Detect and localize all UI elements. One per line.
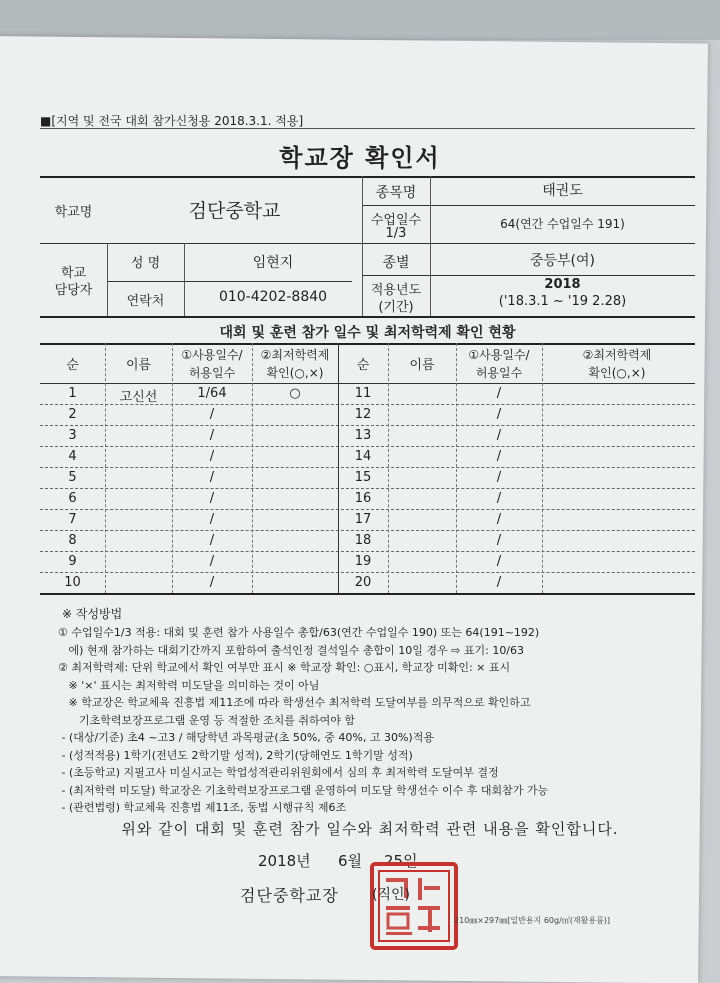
name-value: 임현지 [252, 255, 294, 271]
divider [252, 343, 253, 593]
row-days: / [209, 533, 215, 548]
teacher-label: 학교 [60, 266, 87, 281]
instruction-line: - (관련법령) 학교체육 진흥법 제11조, 동법 시행규칙 제6조 [58, 801, 347, 814]
row-days: / [209, 575, 215, 590]
row-num: 3 [68, 428, 77, 443]
col-days-header: ①사용일수/ [181, 348, 243, 362]
row-divider [40, 467, 695, 468]
row-days-right: / [496, 470, 502, 485]
row-days: 1/64 [197, 386, 227, 401]
row-days-right: / [496, 449, 502, 464]
col-days-header-right-2: 허용일수 [475, 366, 523, 380]
divider [40, 383, 695, 384]
row-days-right: / [496, 575, 502, 590]
divider [362, 275, 695, 276]
row-days: / [209, 428, 215, 443]
col-check-header-right: ②최저학력제 [582, 348, 652, 362]
days-label: 수업일수 [370, 213, 422, 228]
row-days-right: / [496, 386, 502, 401]
date-month: 6월 [338, 852, 363, 870]
confirm-text: 위와 같이 대회 및 훈련 참가 일수와 최저학력 관련 내용을 확인합니다. [121, 820, 619, 838]
paper-spec: 210㎜×297㎜[일반용지 60g/㎡(재활용품)] [454, 916, 611, 925]
row-num-right: 13 [354, 428, 372, 443]
row-days: / [209, 554, 215, 569]
instruction-line: - (최저학력 미도달) 학교장은 기초학력보장프로그램 운영하여 미도달 학생선수 이수 후 대회참가 가능 [58, 783, 549, 797]
contact-label: 연락처 [126, 294, 165, 309]
row-divider [40, 404, 695, 405]
row-num-right: 16 [354, 491, 372, 506]
col-num-header: 순 [66, 358, 79, 373]
instruction-line: - (대상/기준) 초4 ~고3 / 해당학년 과목평균(초 50%, 중 40%, 고 30%)적용 [58, 731, 434, 744]
teacher-label-2: 담당자 [54, 283, 93, 298]
row-divider [40, 446, 695, 447]
contact-value: 010-4202-8840 [218, 289, 328, 305]
col-check-header-2: 확인(○,×) [266, 366, 324, 380]
row-num-right: 12 [354, 407, 372, 422]
event-label: 종목명 [375, 185, 417, 201]
row-days-right: / [496, 491, 502, 506]
category-value: 중등부(여) [529, 253, 596, 269]
instruction-line: ② 최저학력제: 단위 학교에서 확인 여부만 표시 ※ 학교장 확인: ○표시, 학교장 미확인: × 표시 [58, 661, 511, 674]
instruction-line: - (성적적용) 1학기(전년도 2학기말 성적), 2학기(당해연도 1학기말 성적) [58, 748, 413, 762]
page-title: 학교장 확인서 [279, 144, 441, 172]
row-divider [40, 488, 695, 489]
instruction-line: 기초학력보장프로그램 운영 등 적절한 조치를 취하여야 함 [58, 713, 355, 727]
row-num: 5 [68, 470, 77, 485]
school-label: 학교명 [54, 205, 93, 220]
instruction-line: 에) 현재 참가하는 대회기간까지 포함하여 출석인정 결석일수 총합이 10일 경우 ⇨ 표기: 10/63 [58, 643, 525, 657]
table-border-bottom [40, 593, 695, 595]
divider [172, 343, 173, 593]
event-value: 태권도 [542, 183, 583, 199]
row-num-right: 19 [354, 554, 372, 569]
name-label: 성 명 [130, 256, 161, 271]
divider [40, 343, 695, 345]
row-divider [40, 509, 695, 510]
row-name: 고신선 [119, 390, 158, 405]
row-num: 8 [68, 533, 77, 548]
sign-label: (직인) [372, 887, 410, 903]
col-name-header-right: 이름 [409, 358, 435, 373]
col-days-header-2: 허용일수 [188, 366, 236, 380]
table-border-top [40, 176, 695, 178]
row-check: ○ [289, 386, 301, 401]
row-days-right: / [496, 533, 502, 548]
divider [105, 343, 106, 593]
row-days-right: / [496, 428, 502, 443]
principal-name: 검단중학교장 [240, 886, 339, 905]
year-value: 2018 [544, 277, 581, 292]
row-days: / [209, 407, 215, 422]
col-check-header-right-2: 확인(○,×) [588, 366, 646, 380]
divider [388, 343, 389, 593]
header-note: ■[지역 및 전국 대회 참가신청용 2018.3.1. 적용] [40, 114, 304, 128]
divider [456, 343, 457, 593]
divider [40, 316, 695, 318]
col-days-header-right: ①사용일수/ [468, 348, 530, 362]
date-day: 25일 [384, 852, 418, 870]
days-value: 64(연간 수업일수 191) [500, 217, 625, 231]
instruction-line: ※ 학교장은 학교체육 진흥법 제11조에 따라 학생선수 최저학력 도달여부를 의무적으로 확인하고 [58, 696, 531, 709]
row-num-right: 17 [354, 512, 372, 527]
row-divider [40, 551, 695, 552]
category-label: 종별 [382, 255, 410, 271]
school-value: 검단중학교 [188, 200, 281, 222]
row-num: 10 [64, 575, 81, 590]
row-num: 1 [68, 386, 77, 401]
row-num: 7 [68, 512, 77, 527]
row-days-right: / [496, 512, 502, 527]
section-title: 대회 및 훈련 참가 일수 및 최저학력제 확인 현황 [219, 325, 516, 341]
divider [40, 243, 695, 244]
divider [338, 343, 339, 593]
divider [40, 128, 695, 129]
row-days-right: / [496, 554, 502, 569]
col-name-header: 이름 [125, 358, 152, 373]
divider [362, 205, 695, 206]
row-divider [40, 425, 695, 426]
instruction-line: ① 수업일수1/3 적용: 대회 및 훈련 참가 사용일수 총합/63(연간 수업일수 190) 또는 64(191~192) [58, 626, 540, 639]
instruction-line: - (초등학교) 지필고사 미실시교는 학업성적관리위원회에서 심의 후 최저학력 도달여부 결정 [58, 766, 499, 779]
row-num-right: 11 [354, 386, 372, 401]
row-days: / [209, 512, 215, 527]
row-num: 4 [68, 449, 77, 464]
row-days: / [209, 449, 215, 464]
row-num: 9 [68, 554, 77, 569]
days-label-fraction: 1/3 [385, 226, 407, 241]
instructions-heading: ※ 작성방법 [62, 607, 123, 621]
row-num: 2 [68, 407, 77, 422]
date-year: 2018년 [258, 852, 311, 870]
col-num-header-right: 순 [356, 358, 370, 373]
col-check-header: ②최저학력제 [260, 348, 330, 362]
row-days: / [209, 491, 215, 506]
divider [107, 281, 352, 282]
row-days: / [209, 470, 215, 485]
row-days-right: / [496, 407, 502, 422]
row-num-right: 18 [354, 533, 372, 548]
year-label-2: (기간) [378, 300, 414, 315]
divider [542, 343, 543, 593]
row-num: 6 [68, 491, 77, 506]
row-num-right: 15 [354, 470, 372, 485]
year-label: 적용년도 [370, 283, 422, 298]
row-num-right: 20 [354, 575, 372, 590]
row-divider [40, 572, 695, 573]
row-divider [40, 530, 695, 531]
school-seal [366, 858, 462, 954]
row-num-right: 14 [354, 449, 372, 464]
period-value: ('18.3.1 ~ '19 2.28) [498, 294, 627, 309]
instruction-line: ※ '×' 표시는 최저학력 미도달을 의미하는 것이 아님 [58, 678, 320, 692]
